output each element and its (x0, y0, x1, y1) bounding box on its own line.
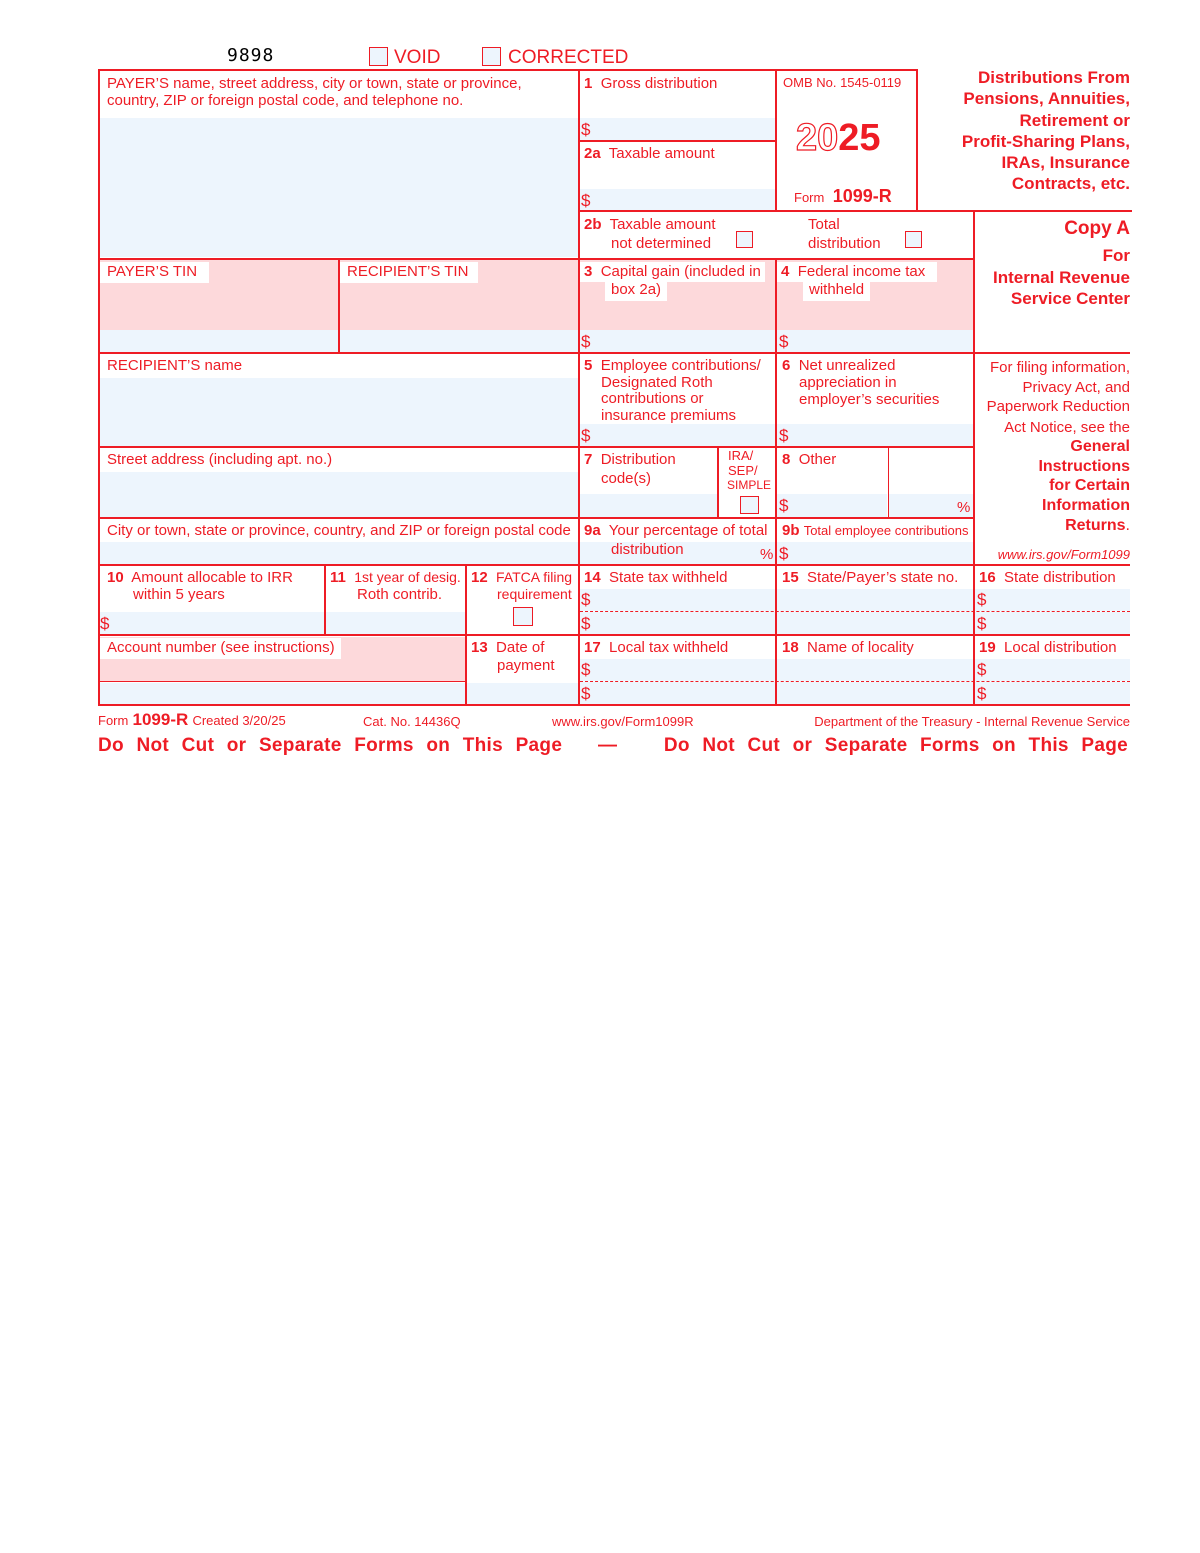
h-tin (98, 258, 975, 260)
box4-field[interactable] (777, 330, 973, 352)
box19-field-1[interactable] (975, 659, 1130, 681)
box10-label-2: within 5 years (133, 586, 225, 603)
box14-field-2[interactable] (580, 612, 775, 634)
notice-line-1: For filing information, (989, 359, 1130, 376)
box14-dollar-2: $ (581, 614, 591, 633)
footer-cat: Cat. No. 14436Q (363, 714, 461, 729)
bottom-border (98, 704, 1130, 706)
warning-left: Do Not Cut or Separate Forms on This Page (98, 735, 563, 756)
returns-line: Returns. (1065, 517, 1130, 534)
street-label: Street address (including apt. no.) (107, 451, 333, 468)
box7-label-2: code(s) (601, 470, 652, 487)
box19-label: 19 Local distribution (979, 639, 1117, 656)
warning-dash: — (598, 735, 617, 756)
title-line-3: Retirement or (1019, 111, 1130, 130)
general-line-2: Instructions (1038, 458, 1130, 475)
payer-name-field[interactable] (100, 118, 578, 257)
box5-label-3: contributions or (601, 390, 704, 407)
box11-field[interactable] (326, 612, 465, 634)
void-label: VOID (394, 47, 441, 68)
form-name-box (794, 188, 892, 206)
box8-percent: % (957, 499, 971, 516)
box12-label-2: requirement (497, 586, 572, 602)
dash-14-16 (580, 611, 1130, 612)
box13-label-1: 13 Date of (471, 639, 545, 656)
copy-irs-1: Internal Revenue (993, 268, 1130, 287)
box9a-label-1: 9a Your percentage of total (584, 522, 768, 539)
account-field[interactable] (100, 683, 465, 705)
year-suffix: 25 (838, 117, 881, 159)
box13-field[interactable] (467, 683, 578, 705)
irs-url[interactable]: www.irs.gov/Form1099 (997, 547, 1130, 562)
general-line-3: for Certain (1049, 477, 1130, 494)
box5-dollar: $ (581, 426, 591, 445)
total-dist-label-2: distribution (808, 235, 881, 252)
box5-label-1: 5 Employee contributions/ (584, 357, 761, 374)
v-465 (465, 564, 467, 706)
box10-label-1: 10 Amount allocable to IRR (107, 569, 293, 586)
title-line-2: Pensions, Annuities, (963, 89, 1130, 108)
box6-label-2: appreciation in (799, 374, 897, 391)
copy-irs-2: Service Center (1010, 289, 1130, 308)
h-2b (578, 210, 1132, 212)
box4-label-1: 4 Federal income tax (777, 262, 937, 282)
recipient-tin-label: RECIPIENT’S TIN (340, 262, 478, 283)
omb-number: OMB No. 1545-0119 (783, 75, 902, 90)
payer-name-label-1: PAYER’S name, street address, city or town, state or province, (107, 75, 522, 92)
top-border (98, 69, 918, 71)
title-line-1: Distributions From (977, 68, 1130, 87)
box19-dollar-2: $ (977, 684, 987, 703)
recipient-tin-field[interactable] (340, 330, 578, 352)
box2b-label-1: 2b Taxable amount (584, 216, 716, 233)
box2a-label: 2a Taxable amount (584, 145, 715, 162)
box9a-percent: % (760, 546, 774, 563)
v-888 (888, 446, 889, 517)
box11-label-1: 11 1st year of desig. (330, 569, 461, 586)
general-line-1: General (1070, 438, 1130, 455)
payer-tin-label: PAYER’S TIN (100, 262, 209, 283)
form-prefix: Form (794, 190, 825, 205)
box7-label-1: 7 Distribution (584, 451, 676, 468)
box17-dollar-2: $ (581, 684, 591, 703)
box9b-field[interactable] (777, 542, 973, 564)
h-acct (98, 634, 1130, 636)
box7-field[interactable] (580, 494, 717, 517)
box2b-checkbox[interactable] (736, 231, 753, 248)
box14-dollar-1: $ (581, 590, 591, 609)
box5-label-2: Designated Roth (601, 374, 713, 391)
box18-label: 18 Name of locality (782, 639, 914, 656)
total-dist-checkbox[interactable] (905, 231, 922, 248)
box17-field-1[interactable] (580, 659, 775, 681)
city-field[interactable] (100, 542, 578, 564)
box6-label-1: 6 Net unrealized (782, 357, 896, 374)
dash-17-19 (580, 681, 1130, 682)
box9a-label-2: distribution (611, 541, 684, 558)
left-border (98, 69, 100, 706)
ira-label-2: SEP/ (728, 463, 758, 478)
footer-form: Form 1099-R Created 3/20/25 (98, 710, 286, 729)
recipient-name-label: RECIPIENT’S name (107, 357, 243, 374)
box15-field-1[interactable] (777, 589, 973, 611)
box17-label: 17 Local tax withheld (584, 639, 729, 656)
form-name: 1099-R (832, 186, 892, 206)
copy-for: For (1102, 246, 1130, 265)
v-776-mid (775, 258, 777, 706)
box15-label: 15 State/Payer’s state no. (782, 569, 959, 586)
box3-field[interactable] (580, 330, 775, 352)
ira-label-1: IRA/ (728, 448, 754, 463)
v-776-top (775, 69, 777, 210)
box8-dollar: $ (779, 496, 789, 515)
title-line-6: Contracts, etc. (1011, 174, 1130, 193)
account-label: Account number (see instructions) (100, 638, 341, 659)
footer-dept: Department of the Treasury - Internal Revenue Service (814, 714, 1130, 729)
box1-field[interactable] (580, 118, 775, 140)
box12-label-1: 12 FATCA filing (471, 569, 573, 586)
box18-field-2[interactable] (777, 682, 973, 704)
box2b-label-2: not determined (611, 235, 712, 252)
box14-field-1[interactable] (580, 589, 775, 611)
void-checkbox[interactable] (369, 47, 388, 66)
v-973 (973, 210, 975, 706)
title-line-5: IRAs, Insurance (1001, 153, 1130, 172)
title-line-4: Profit-Sharing Plans, (961, 132, 1130, 151)
corrected-checkbox[interactable] (482, 47, 501, 66)
box6-dollar: $ (779, 426, 789, 445)
ira-checkbox[interactable] (740, 496, 759, 514)
box16-field-2[interactable] (975, 612, 1130, 634)
v-324 (324, 564, 326, 634)
year-prefix: 20 (796, 117, 839, 159)
box3-label-2: box 2a) (605, 281, 667, 301)
box10-field[interactable] (100, 612, 324, 634)
ira-label-3: SIMPLE (727, 478, 772, 492)
form-code: 9898 (227, 45, 275, 66)
box18-field-1[interactable] (777, 659, 973, 681)
v-917 (916, 69, 918, 210)
box1-label: 1 Gross distribution (584, 75, 718, 92)
h-10 (98, 564, 1130, 566)
box10-dollar: $ (100, 614, 110, 633)
general-line-4: Information (1042, 497, 1130, 514)
h-2a (578, 140, 777, 142)
box1-dollar: $ (581, 120, 591, 139)
tax-year (796, 118, 881, 158)
box15-field-2[interactable] (777, 612, 973, 634)
box4-label-2: withheld (803, 281, 870, 301)
v-718 (717, 446, 719, 517)
total-dist-label-1: Total (808, 216, 840, 233)
box8-field[interactable] (777, 494, 887, 517)
box16-field-1[interactable] (975, 589, 1130, 611)
box6-field[interactable] (777, 424, 973, 446)
box4-dollar: $ (779, 332, 789, 351)
footer-url[interactable]: www.irs.gov/Form1099R (552, 714, 694, 729)
warning-right: Do Not Cut or Separate Forms on This Page (663, 735, 1128, 756)
h-recip (98, 352, 1130, 354)
box16-dollar-2: $ (977, 614, 987, 633)
notice-line-3: Paperwork Reduction (986, 398, 1130, 415)
box5-label-4: insurance premiums (601, 407, 737, 424)
box5-field[interactable] (580, 424, 775, 446)
notice-line-4: Act Notice, see the (1004, 419, 1130, 436)
box11-label-2: Roth contrib. (357, 586, 443, 603)
box3-label-1: 3 Capital gain (included in (580, 262, 765, 282)
h-street (98, 446, 975, 448)
box16-label: 16 State distribution (979, 569, 1116, 586)
box6-label-3: employer’s securities (799, 391, 940, 408)
payer-name-label-2: country, ZIP or foreign postal code, and telephone no. (107, 92, 464, 109)
box9b-label: 9b Total employee contributions (782, 522, 969, 539)
fatca-checkbox[interactable] (513, 607, 533, 626)
box19-dollar-1: $ (977, 660, 987, 679)
street-field[interactable] (100, 472, 578, 517)
box8-label: 8 Other (782, 451, 837, 468)
box14-label: 14 State tax withheld (584, 569, 728, 586)
box19-field-2[interactable] (975, 682, 1130, 704)
h-acct-inner (98, 681, 467, 682)
h-city (98, 517, 975, 519)
box9b-dollar: $ (779, 544, 789, 563)
city-label: City or town, state or province, country, and ZIP or foreign postal code (107, 522, 571, 539)
payer-tin-field[interactable] (100, 330, 338, 352)
box2a-field[interactable] (580, 189, 775, 211)
copy-a: Copy A (1064, 218, 1130, 239)
recipient-name-field[interactable] (100, 378, 578, 446)
box16-dollar-1: $ (977, 590, 987, 609)
corrected-label: CORRECTED (508, 47, 629, 68)
box2a-dollar: $ (581, 191, 591, 210)
box13-label-2: payment (497, 657, 555, 674)
box17-dollar-1: $ (581, 660, 591, 679)
box17-field-2[interactable] (580, 682, 775, 704)
box3-dollar: $ (581, 332, 591, 351)
notice-line-2: Privacy Act, and (1022, 379, 1130, 396)
